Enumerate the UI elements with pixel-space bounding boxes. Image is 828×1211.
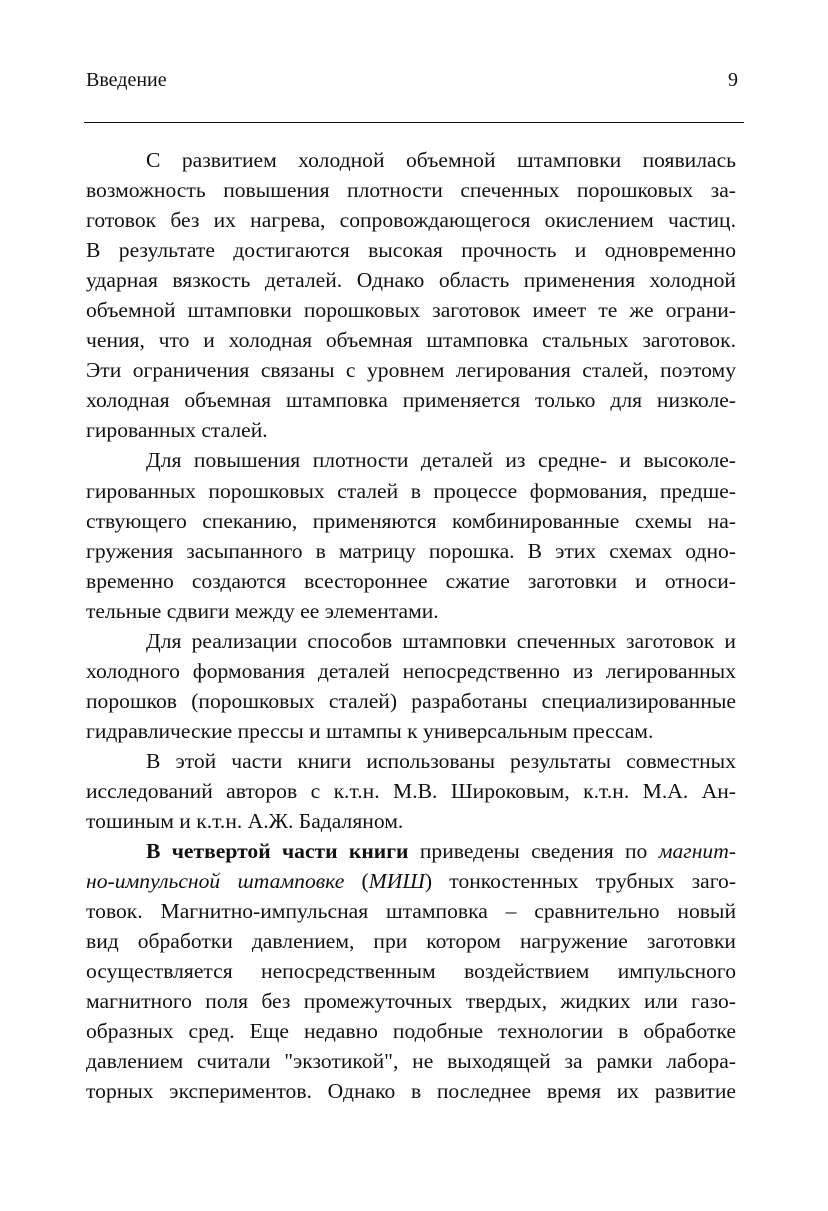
bold-lead: В четвертой части книги [146,839,409,864]
text-line: временно создаются всестороннее сжатие заготовки и относи- [86,568,736,593]
text-line: товок. Магнитно-импульсная штамповка – сравнительно новый [86,899,736,924]
text-run: ( [344,869,369,894]
body-text [86,145,736,1107]
text-line [86,836,736,866]
text-line: Для реализации способов штамповки спеченных заготовок и [146,628,736,653]
page-number: 9 [728,69,738,91]
text-line: возможность повышения плотности спеченных порошковых за- [86,178,736,203]
text-line: порошков (порошковых сталей) разработаны специализированные [86,688,736,713]
text-line: В результате достигаются высокая прочность и одновременно [86,238,736,263]
text-line: исследований авторов с к.т.н. М.В. Широковым, к.т.н. М.А. Ан- [86,778,736,803]
text-line: готовок без их нагрева, сопровождающегося окислением частиц. [86,208,736,233]
text-line: тельные сдвиги между ее элементами. [86,598,439,623]
text-line: холодного формования деталей непосредственно из легированных [86,658,736,683]
text-line: образных сред. Еще недавно подобные технологии в обработке [86,1019,736,1044]
text-line: С развитием холодной объемной штамповки появилась [146,148,736,172]
text-line: холодная объемная штамповка применяется только для низколе- [86,388,736,413]
italic-term: но-импульсной штамповке [86,869,345,894]
text-run: ) тонкостенных трубных заго- [424,869,737,894]
text-run: приведены сведения по [408,839,659,864]
text-line [86,866,736,896]
text-line: тошиным и к.т.н. А.Ж. Бадаляном. [86,809,404,834]
text-line: Эти ограничения связаны с уровнем легирования сталей, поэтому [86,358,736,383]
text-line: гружения засыпанного в матрицу порошка. В этих схемах одно- [86,538,736,563]
text-line: гированных порошковых сталей в процессе формования, предше- [86,478,736,503]
text-line: торных экспериментов. Однако в последнее время их развитие [86,1079,736,1104]
text-line: В этой части книги использованы результаты совместных [146,748,736,773]
running-title: Введение [86,69,167,91]
text-line: гидравлические прессы и штампы к универсальным прессам. [86,718,654,743]
text-line: гированных сталей. [86,418,268,443]
text-line: давлением считали "экзотикой", не выходящей за рамки лабора- [86,1049,736,1074]
text-line: чения, что и холодная объемная штамповка стальных заготовок. [86,328,736,353]
header-rule [84,122,744,123]
italic-term: магнит- [658,839,736,864]
text-line: вид обработки давлением, при котором нагружение заготовки [86,929,736,954]
text-line: объемной штамповки порошковых заготовок имеет те же ограни- [86,298,736,323]
text-line: магнитного поля без промежуточных твердых, жидких или газо- [86,989,736,1014]
text-line: ударная вязкость деталей. Однако область применения холодной [86,268,736,293]
italic-abbrev: МИШ [368,869,425,894]
text-line: осуществляется непосредственным воздействием импульсного [86,959,736,984]
text-line: Для повышения плотности деталей из средне- и высоколе- [146,448,736,473]
text-line: ствующего спеканию, применяются комбинированные схемы на- [86,508,736,533]
